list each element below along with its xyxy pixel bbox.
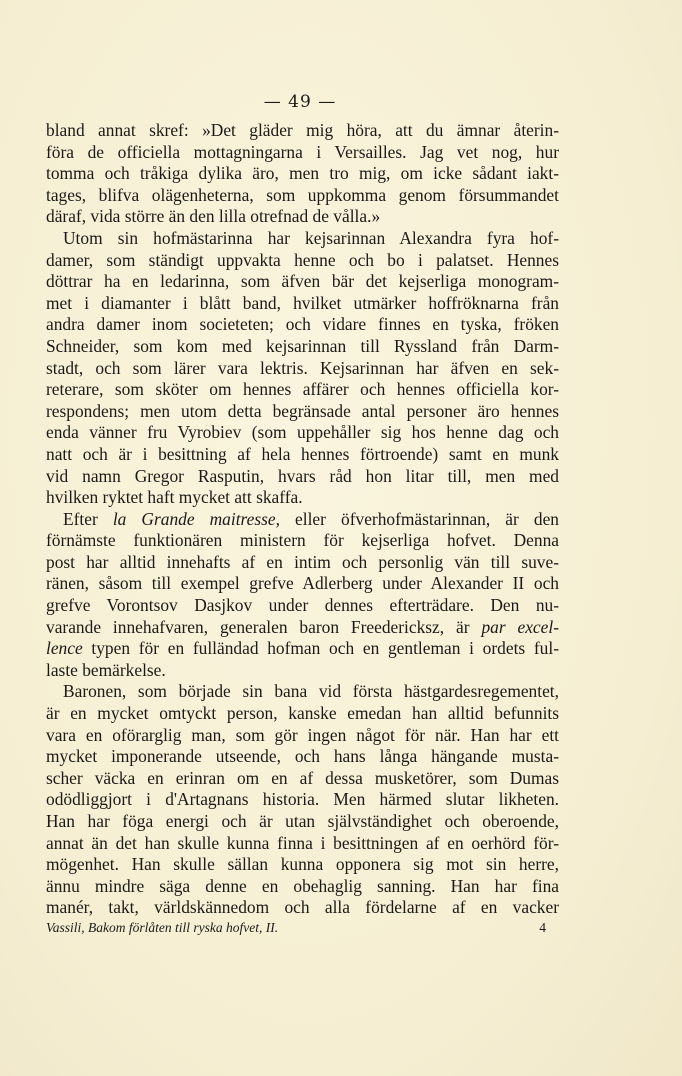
text-line [46, 833, 559, 855]
text-line [46, 768, 559, 790]
text-segment: vara en oförarglig man, som gör ingen något för när. Han har ett [46, 724, 559, 745]
text-segment: natt och är i besittning af hela hennes förtroende) samt en munk [46, 443, 559, 464]
text-line [46, 530, 559, 552]
text-segment: ännu mindre säga denne en obehaglig sanning. Han har fina [46, 875, 559, 896]
text-segment: andra damer inom societeten; och vidare finnes en tyska, fröken [46, 314, 559, 335]
text-segment: är en mycket omtyckt person, kanske emedan han alltid befunnits [46, 703, 559, 724]
text-segment: post har alltid innehafts af en intim och personlig vän till suve- [46, 551, 559, 572]
text-line [46, 681, 559, 703]
body-text [46, 120, 559, 919]
text-line [46, 401, 559, 423]
text-line [46, 163, 559, 185]
text-line [46, 509, 559, 531]
italic-phrase: la Grande maitresse, [112, 508, 280, 529]
text-line [46, 336, 559, 358]
text-line [46, 725, 559, 747]
text-line [46, 811, 559, 833]
text-segment: manér, takt, världskännedom och alla fördelarne af en vacker [46, 897, 559, 918]
text-line [46, 142, 559, 164]
italic-phrase: lence [46, 638, 83, 659]
text-segment: varande innehafvaren, generalen baron Freedericksz, är [46, 616, 482, 637]
text-segment: Han har föga energi och är utan självständighet och oberoende, [46, 811, 559, 831]
text-line [46, 595, 559, 617]
text-segment: Utom sin hofmästarinna har kejsarinnan Alexandra fyra hof- [63, 227, 559, 248]
text-segment: stadt, och som lärer vara lektris. Kejsarinnan har äfven en sek- [46, 357, 559, 378]
italic-phrase: par excel- [481, 616, 559, 637]
text-segment: ränen, såsom till exempel grefve Adlerberg under Alexander II och [46, 573, 559, 594]
text-segment: annat än det han skulle kunna finna i besittningen af en oerhörd för- [46, 832, 559, 853]
text-segment: enda vänner fru Vyrobiev (som uppehåller sig hos henne dag och [46, 422, 559, 443]
text-segment: damer, som ständigt uppvakta henne och bo i palatset. Hennes [46, 249, 559, 270]
text-line [46, 250, 559, 272]
text-line [46, 552, 559, 574]
text-segment: förnämste funktionären ministern för kejserliga hofvet. Denna [46, 530, 559, 551]
text-segment: tages, blifva olägenheterna, som uppkomma genom försummandet [46, 184, 559, 205]
text-segment: mycket imponerande utseende, och hans långa hängande musta- [46, 746, 559, 767]
text-line [46, 573, 559, 595]
footer-signature: Vassili, Bakom förlåten till ryska hofvet, II. [46, 920, 279, 935]
text-segment: grefve Vorontsov Dasjkov under dennes efterträdare. Den nu- [46, 595, 559, 616]
text-segment: Schneider, som kom med kejsarinnan till Ryssland från Darm- [46, 335, 559, 356]
text-segment: mögenhet. Han skulle sällan kunna opponera sig mot sin herre, [46, 854, 559, 875]
text-line [46, 358, 559, 380]
text-segment: odödliggjort i d'Artagnans historia. Men härmed slutar likheten. [46, 789, 559, 810]
text-line [46, 789, 559, 811]
text-segment: Baronen, som började sin bana vid första hästgardesregementet, [63, 681, 559, 702]
text-line [46, 379, 559, 401]
text-segment: reterare, som sköter om hennes affärer och hennes officiella kor- [46, 379, 559, 400]
text-segment: met i diamanter i blått band, hvilket utmärker hoffröknarna från [46, 292, 559, 313]
text-segment: bland annat skref: »Det gläder mig höra, att du ämnar återin- [46, 120, 559, 140]
text-line [46, 314, 559, 336]
text-segment: eller öfverhofmästarinnan, är den [279, 508, 559, 529]
text-line [46, 854, 559, 876]
text-line [46, 466, 559, 488]
text-line [46, 876, 559, 898]
text-segment: Efter [63, 508, 113, 529]
text-segment: tomma och tråkiga dylika äro, men tro mig, om icke sådant iakt- [46, 163, 559, 184]
text-line [46, 897, 559, 919]
text-line [46, 746, 559, 768]
text-line [46, 206, 559, 228]
text-segment: respondens; men utom detta begränsade antal personer äro hennes [46, 400, 559, 421]
text-line [46, 185, 559, 207]
text-segment: döttrar ha en ledarinna, som äfven bär det kejserliga monogram- [46, 271, 559, 292]
text-segment: laste bemärkelse. [46, 659, 166, 680]
text-segment: scher väcka en erinran om en af dessa musketörer, som Dumas [46, 767, 559, 788]
text-segment: föra de officiella mottagningarna i Versailles. Jag vet nog, hur [46, 141, 559, 162]
text-line [46, 422, 559, 444]
footer-sheet-number: 4 [539, 920, 546, 935]
text-line [46, 444, 559, 466]
text-line [46, 660, 559, 682]
text-segment: typen för en fulländad hofman och en gentleman i ordets ful- [82, 638, 559, 659]
text-line [46, 228, 559, 250]
text-line [46, 293, 559, 315]
text-segment: vid namn Gregor Rasputin, hvars råd hon litar till, men med [46, 465, 559, 486]
text-line [46, 487, 559, 509]
text-segment: däraf, vida större än den lilla otrefnad de vålla.» [46, 206, 381, 227]
text-line [46, 120, 559, 142]
text-line [46, 703, 559, 725]
text-line [46, 617, 559, 639]
text-line [46, 271, 559, 293]
text-line [46, 638, 559, 660]
page-number: — 49 — [263, 92, 337, 112]
text-segment: hvilken ryktet haft mycket att skaffa. [46, 487, 303, 508]
